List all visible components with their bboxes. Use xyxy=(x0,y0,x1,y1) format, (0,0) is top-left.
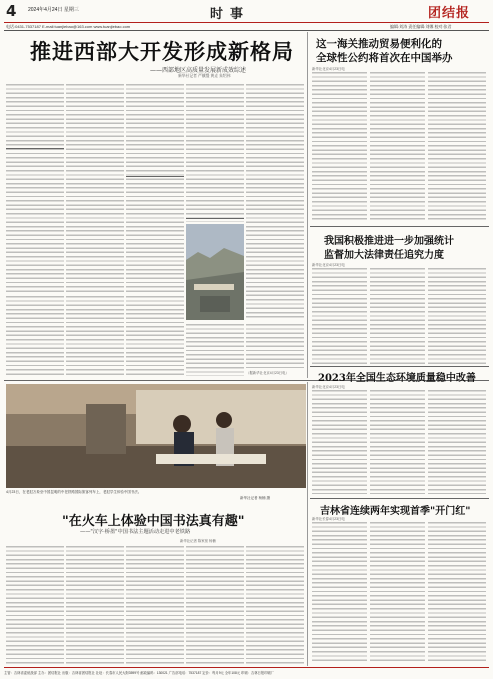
feature-photo-caption: 4月23日，在老挝万象至中国昆明的中老铁路国际旅客列车上，老挝学生体验中国书法。 xyxy=(6,490,142,494)
editor-credits: 编辑:刘涛 责任编辑:刘娜 校对:张君 xyxy=(390,24,452,29)
page-header xyxy=(0,0,493,24)
article5-col3 xyxy=(428,522,486,662)
feature-col2 xyxy=(66,546,124,664)
feature-photo xyxy=(6,384,306,488)
lead-text-col1 xyxy=(6,84,64,294)
lead-text-col2b xyxy=(66,296,124,376)
lead-text-col5b xyxy=(246,324,304,368)
article3-dateline: 新华社北京4月23日电 xyxy=(312,263,345,267)
article5-headline: 吉林省连续两年实现首季"开门红" xyxy=(320,506,471,517)
article2-col2 xyxy=(370,72,425,222)
footer-rule xyxy=(4,667,489,668)
article3-headline-1: 我国积极推进进一步加强统计 xyxy=(324,236,454,247)
article5-col1 xyxy=(312,522,367,662)
article-divider xyxy=(310,226,489,227)
article4-headline: 2023年全国生态环境质量稳中改善 xyxy=(318,373,476,384)
lead-headline: 推进西部大开发形成新格局 xyxy=(30,39,294,64)
article3-col1 xyxy=(312,268,367,364)
lead-text-col3 xyxy=(126,84,184,294)
feature-col3 xyxy=(126,546,184,664)
lead-text-col5 xyxy=(246,84,304,320)
page-number: 4 xyxy=(6,2,17,20)
header-rule xyxy=(4,22,489,23)
article4-col1 xyxy=(312,390,367,494)
article2-col3 xyxy=(428,72,486,222)
article4-dateline: 新华社北京4月23日电 xyxy=(312,385,345,389)
lead-text-col3b xyxy=(126,296,184,376)
feature-subheadline: ——"汉字·桥墨"中国书法主题活动走进中老铁路 xyxy=(80,529,191,535)
article2-headline-1: 这一海关推动贸易便利化的 xyxy=(316,38,442,50)
lead-text-col4b xyxy=(186,324,244,376)
feature-col1 xyxy=(6,546,64,664)
feature-col4 xyxy=(186,546,244,664)
sidebar-text xyxy=(6,296,64,376)
masthead-footer: 主管：吉林省委统战部 主办：团结报社 出版：吉林省团结报社 社址：长春市人民大街3599号 邮政编码：130021 广告部电话：7537187 定价：每月9元 全年108元 印刷：吉林日报印刷厂 xyxy=(4,671,275,675)
subheader-rule xyxy=(4,30,489,31)
lead-subhead-rule xyxy=(6,148,64,149)
article4-col3 xyxy=(428,390,486,494)
article3-col3 xyxy=(428,268,486,364)
contact-line: 电话:0431-7537187 E-mail:tuanjiebao@163.com www.tuanjiebao.com xyxy=(6,24,131,29)
column-divider xyxy=(307,32,308,378)
article2-dateline: 新华社北京4月23日电 xyxy=(312,67,345,71)
article-divider xyxy=(310,498,489,499)
article2-headline-2: 全球性公约将首次在中国举办 xyxy=(316,52,453,64)
newspaper-logo: 团结报 xyxy=(428,6,471,21)
lead-subheadline: ——西部地区高质量发展新成效综述 xyxy=(150,67,247,74)
lead-text-col2 xyxy=(66,84,124,294)
feature-byline: 新华社记者 陈家宽 杨楠 xyxy=(180,539,216,543)
lead-subhead-rule xyxy=(126,176,184,177)
feature-photo-credit: 新华社记者 杨楠 摄 xyxy=(240,496,270,500)
lead-jump: （据新华社北京4月23日电） xyxy=(246,371,289,375)
article5-col2 xyxy=(370,522,425,662)
lead-subhead-rule xyxy=(186,218,244,219)
article2-col1 xyxy=(312,72,367,222)
lead-byline: 新华社记者 严赋憬 黄垚 朱绍伟 xyxy=(178,74,231,78)
article-divider xyxy=(310,366,489,367)
section-title: 时事 xyxy=(210,7,251,22)
column-divider xyxy=(307,382,308,666)
article3-headline-2: 监督加大法律责任追究力度 xyxy=(324,250,444,261)
lead-photo xyxy=(186,224,244,320)
lead-text-col4 xyxy=(186,84,244,222)
issue-date: 2024年4月24日 星期三 xyxy=(28,7,79,13)
article5-dateline: 新华社长春4月23日电 xyxy=(312,517,345,521)
feature-headline: "在火车上体验中国书法真有趣" xyxy=(62,514,245,529)
feature-col5 xyxy=(246,546,304,664)
article3-col2 xyxy=(370,268,425,364)
article4-col2 xyxy=(370,390,425,494)
